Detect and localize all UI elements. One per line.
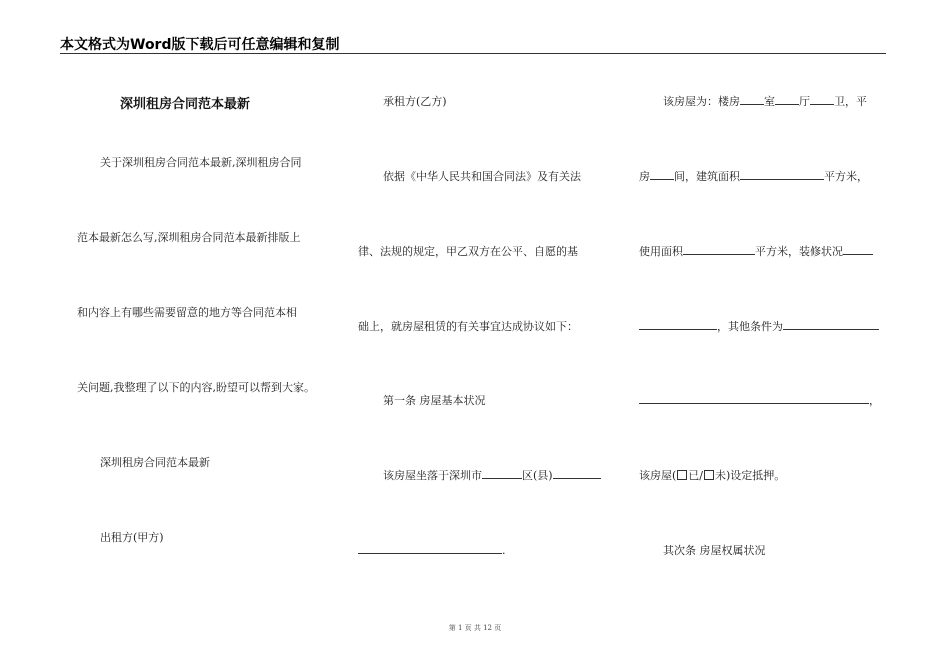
blank-field (775, 93, 799, 105)
area-line (639, 168, 868, 184)
blank-field (553, 467, 601, 479)
mortgage-no-label: 未)设定抵押。 (715, 469, 786, 482)
page-number: 第 1 页 共 12 页 (448, 624, 502, 632)
lessee-label: 承租方(乙方) (383, 95, 447, 108)
address-line (358, 542, 506, 557)
document-title: 深圳租房合同范本最新 (120, 97, 251, 112)
intro-line-1: 关于深圳租房合同范本最新,深圳租房合同 (100, 156, 302, 169)
blank-field (810, 93, 834, 105)
document-header: 本文格式为Word版下载后可任意编辑和复制 (60, 37, 340, 53)
house-type-label: 该房屋为：楼房 (663, 95, 740, 108)
house-label: 房 (639, 170, 650, 183)
contract-subtitle: 深圳租房合同范本最新 (100, 456, 210, 469)
blank-field (740, 93, 764, 105)
article-2-heading: 其次条 房屋权属状况 (663, 544, 766, 557)
clause-line-3: 础上，就房屋租赁的有关事宜达成协议如下： (358, 320, 578, 333)
blank-field (843, 243, 873, 255)
mortgage-line (639, 467, 785, 483)
blank-field (740, 168, 824, 180)
hall-label: 厅 (799, 95, 810, 108)
checkbox-icon (677, 470, 687, 480)
intro-line-3: 和内容上有哪些需要留意的地方等合同范本相 (77, 306, 297, 319)
other-conditions-line (639, 318, 879, 334)
house-type-line (663, 93, 867, 109)
intro-line-4: 关问题,我整理了以下的内容,盼望可以帮到大家。 (77, 381, 315, 394)
mortgage-yes-label: 已/ (688, 469, 704, 482)
blank-field (639, 318, 717, 330)
header-divider (60, 53, 886, 54)
conditions-continued-line (639, 392, 880, 408)
room-label: 室 (764, 95, 775, 108)
decoration-label: 平方米，装修状况 (755, 245, 843, 258)
intro-line-2: 范本最新怎么写,深圳租房合同范本最新排版上 (77, 231, 301, 244)
clause-line-1: 依据《中华人民共和国合同法》及有关法 (383, 170, 581, 183)
article-1-heading: 第一条 房屋基本状况 (383, 394, 486, 407)
location-label-district: 区(县) (522, 469, 553, 482)
usable-area-label: 使用面积 (639, 245, 683, 258)
location-label-city: 该房屋坐落于深圳市 (383, 469, 482, 482)
address-end: . (502, 544, 506, 557)
blank-field (358, 542, 502, 554)
sqm-label: 平方米， (824, 170, 868, 183)
blank-field (482, 467, 522, 479)
blank-field (650, 168, 674, 180)
line-end-comma: ， (869, 394, 880, 407)
other-conditions-label: ，其他条件为 (717, 320, 783, 333)
usable-area-line (639, 243, 873, 259)
lessor-label: 出租方(甲方) (100, 531, 164, 544)
building-area-label: 间，建筑面积 (674, 170, 740, 183)
clause-line-2: 律、法规的规定，甲乙双方在公平、自愿的基 (358, 245, 578, 258)
blank-field (639, 392, 869, 404)
location-line (383, 467, 601, 483)
checkbox-icon (704, 470, 714, 480)
blank-field (783, 318, 879, 330)
blank-field (683, 243, 755, 255)
mortgage-label: 该房屋( (639, 469, 677, 482)
bath-label: 卫，平 (834, 95, 867, 108)
